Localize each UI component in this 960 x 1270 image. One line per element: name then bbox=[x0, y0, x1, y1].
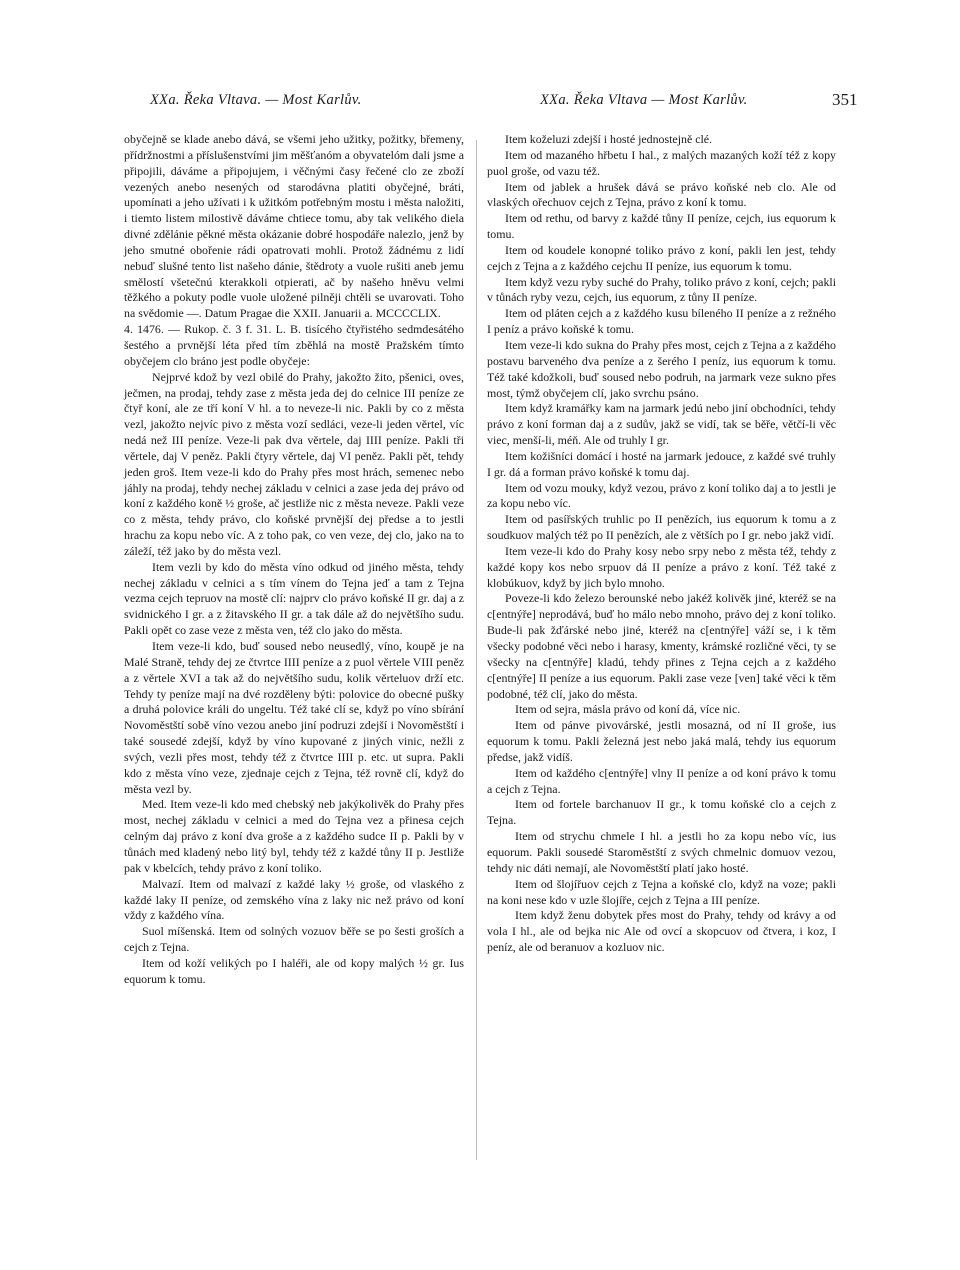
paragraph: Item od fortele barchanuov II gr., k tomu koňské clo a cejch z Tejna. bbox=[487, 797, 836, 828]
paragraph: Suol míšenská. Item od solných vozuov běře se po šesti groších a cejch z Tejna. bbox=[124, 924, 464, 955]
page-number: 351 bbox=[832, 90, 858, 109]
paragraph: Item od sejra, másla právo od koní dá, více nic. bbox=[515, 702, 741, 717]
paragraph: Nejprvé kdož by vezl obilé do Prahy, jakožto žito, pšenici, oves, ječmen, na prodaj, tehdy zase z města jeda dej do celnice III peníze ze čtyř koní, ale ze tří koní V hl. a to neveze-li nic. Pakli by co z města vezl, jakožto nejvíc pivo z města vozí sedláci, veze-li jeden věrtel, víc nedá než III peníze. Veze-li pak dva věrtele, daj IIII peníze. Pakli tři věrtele, daj V peněz. Pakli čtyry věrtele, daj VI peněz. Pakli pět, tehdy jeden groš. Item veze-li kdo do Prahy přes most hrách, semenec nebo jáhly na prodaj, tehdy nechej základu v celnici a zase jeda dej právo od koní z každého koně ½ groše, ač jestliže nic z města neveze. Pakli veze co z města, tehdy právo, clo koňské prvnější dej předse a to jestli hrachu za kopu nebo víc. A z toho pak, co ven veze, dej clo, jako na to záleží, též jako by do města vezl. bbox=[124, 369, 464, 558]
left-running-title: XXa. Řeka Vltava. — Most Karlův. bbox=[150, 92, 362, 108]
right-running-title: XXa. Řeka Vltava — Most Karlův. bbox=[540, 92, 748, 108]
paragraph: Item když kramářky kam na jarmark jedú nebo jiní obchodníci, tehdy právo z koní forman daj a z sudův, jakž se vidí, tak se běře, větčí-li věc viec, menší-li, méň. Ale od truhly I gr. bbox=[487, 401, 836, 448]
paragraph: 4. 1476. — Rukop. č. 3 f. 31. L. B. tisícého čtyřistého sedmdesátého šestého a prvnější léta před tím zběhlá na mostě Pražském tímto obyčejem clo bráno jest podle obyčeje: bbox=[124, 322, 464, 368]
paragraph: Item od pláten cejch a z každého kusu bíleného II peníze a z režného I peníz a právo koňské k tomu. bbox=[487, 306, 836, 337]
running-header bbox=[0, 92, 960, 112]
paragraph: Item od každého c[entnýře] vlny II peníze a od koní právo k tomu a cejch z Tejna. bbox=[487, 765, 836, 796]
paragraph: Item když vezu ryby suché do Prahy, toliko právo z koní, cejch; pakli v tůnách ryby vezu, cejch, ius equorum, z tůny II peníze. bbox=[487, 274, 836, 305]
paragraph: Item vezli by kdo do města víno odkud od jiného města, tehdy nechej základu v celnici a s tím vínem do Tejna jeď a tam z Tejna vezma cejch tepruov na mostě clí: najprv clo právo koňské II gr. daj a z svidnického I gr. a z žitavského II gr. a tak dále až do největšího sudu. Pakli opět co zase veze z města ven, též clo jako do města. bbox=[124, 559, 464, 638]
paragraph: Poveze-li kdo železo berounské nebo jakéž kolivěk jiné, kteréž se na c[entnýře] neprodává, buď ho málo nebo mnoho, právo dej z koní toliko. Bude-li pak žďárské nebo jiné, kteréž na c[entnýře] váží se, i k těm všecky podobné věci nebo i harasy, kmenty, krámské rozličné věci, ty se všecky na c[entnýře] kladú, tehdy přines z Tejna cejch a z každého c[entnýře] II peníze a ius equorum. Pakli zase veze [ven] také věci k těm podobné, též clí, jako do města. bbox=[487, 591, 836, 701]
paragraph: Item od jablek a hrušek dává se právo koňské neb clo. Ale od vlaských ořechuov cejch z Tejna, právo z koní k tomu. bbox=[487, 179, 836, 210]
paragraph: Item od vozu mouky, když vezou, právo z koní toliko daj a to jestli je za kopu nebo víc. bbox=[487, 480, 836, 511]
left-text-column bbox=[124, 132, 464, 988]
paragraph: Item veze-li kdo do Prahy kosy nebo srpy nebo z města též, tehdy z každé kopy kos nebo srpuov dá II peníze a právo z koní. Též také z klobúkuov, když by jich bylo mnoho. bbox=[487, 543, 836, 590]
paragraph: Item když ženu dobytek přes most do Prahy, tehdy od krávy a od vola I hl., ale od bejka nic Ale od ovcí a skopcuov od čtvera, i koz, I peníz, ale od beranuov a kozluov nic. bbox=[487, 908, 836, 955]
paragraph: Item od strychu chmele I hl. a jestli ho za kopu nebo víc, ius equorum. Pakli sousedé Staroměstští z svých chmelnic domuov vezou, tehdy nic dáti nemají, ale Novoměstští platí jako hosté. bbox=[487, 829, 836, 875]
paragraph: Item od koudele konopné toliko právo z koní, pakli len jest, tehdy cejch z Tejna a z každého cejchu II peníze, ius equorum k tomu. bbox=[487, 242, 836, 273]
paragraph: Item od šlojířuov cejch z Tejna a koňské clo, když na voze; pakli na koni nese kdo v uzle šlojíře, cejch z Tejna a III peníze. bbox=[487, 876, 836, 907]
paragraph: Item veze-li kdo sukna do Prahy přes most, cejch z Tejna a z každého postavu barveného dva peníze a z šerého I peníz, ius equorum k tomu. Též také kdožkoli, buď soused nebo podruh, na jarmark veze sukno přes most, týmž obyčejem clí, jako svrchu psáno. bbox=[487, 337, 836, 400]
paragraph: Item od pasířských truhlic po II penězích, ius equorum k tomu a z soudkuov malých též po II penězích, ale z větších po I gr. nebo jakž vidí. bbox=[487, 512, 836, 543]
paragraph: Item od koží velikých po I haléři, ale od kopy malých ½ gr. Ius equorum k tomu. bbox=[124, 955, 464, 986]
paragraph: Item od mazaného hřbetu I hal., z malých mazaných koží též z kopy puol groše, od vazu též. bbox=[487, 147, 836, 178]
paragraph: Item od rethu, od barvy z každé tůny II peníze, cejch, ius equorum k tomu. bbox=[487, 211, 836, 242]
paragraph: Malvazí. Item od malvazí z každé laky ½ groše, od vlaského z každé laky II peníze, od zemského vína z laky nic než právo od koní vždy z každého vína. bbox=[124, 876, 464, 923]
paragraph: Item veze-li kdo, buď soused nebo neusedlý, víno, koupě je na Malé Straně, tehdy dej ze čtvrtce IIII peníze a z puol věrtele VIII peněz a z věrtele XVI a tak až do největšího sudu, kolik věrteluov drží etc. Tehdy ty peníze mají na dvé rozděleny býti: polovice do obecné pušky a druhá polovice králi do ungeltu. Též také clí se, když po víno sbírání Novoměstští sobě víno vezou anebo jiní podruzi zdejší i Novoměstští i také sousedé zdejší, když by víno kupované z jiných vinic, nežli z svých, vezli přes most, tehdy též z čtvrtce IIII p. etc. ut supra. Pakli kdo z města víno veze, zjednaje cejch z Tejna, též rovně clí, když do města vezl by. bbox=[124, 639, 464, 796]
paragraph: Item kožišníci domácí i hosté na jarmark jedouce, z každé své truhly I gr. dá a forman právo koňské k tomu daj. bbox=[487, 448, 836, 479]
paragraph: obyčejně se klade anebo dává, se všemi jeho užitky, požitky, břemeny, přídržnostmi a příslušenstvími jim měšťanóm a obyvatelóm dali jsme a připojili, dáváme a připojujem, i věčnými časy řečené clo ze zboží vezených anebo nesených od starodávna platiti obyčejné, bráti, upomínati a jeho užívati i k užitkóm potřebným mostu i města naložiti, i tiemto listem milostivě dáváme chtiece tomu, aby tak velikého diela divné zdělánie pěkné města okázanie dobré hospodáře nalezlo, jenž by jeho smutné obořenie rádi opatrovati mohli. Protož žádnému z lidí nebuď slušné tento list našeho dánie, štědroty a vuole rušiti aneb jemu smělostí všetečnú kterakkoli otpierati, ač by našeho hněvu velmi těžkého a pokuty podle vuole uložené pilněji chtěli se uvarovati. Toho na svědomie —. Datum Pragae die XXII. Januarii a. MCCCCLIX. bbox=[124, 132, 464, 321]
paragraph: Item koželuzi zdejší i hosté jednostejně clé. bbox=[505, 132, 713, 146]
paragraph: Item od pánve pivovárské, jestli mosazná, od ní II groše, ius equorum k tomu. Pakli železná jest nebo jaká malá, tehdy ius equorum předse, jakž vidíš. bbox=[487, 718, 836, 764]
right-text-column bbox=[487, 132, 836, 956]
column-divider bbox=[476, 140, 477, 1160]
paragraph: Med. Item veze-li kdo med chebský neb jakýkolivěk do Prahy přes most, nechej základu v celnici a med do Tejna vez a přinesa cejch celným daj právo z koní dva groše a z každého sudce II p. Pakli by v tůnách med kladený nebo litý byl, tehdy též z každé tůny II p. Jestliže pak v kbelcích, tehdy právo z koní toliko. bbox=[124, 797, 464, 875]
